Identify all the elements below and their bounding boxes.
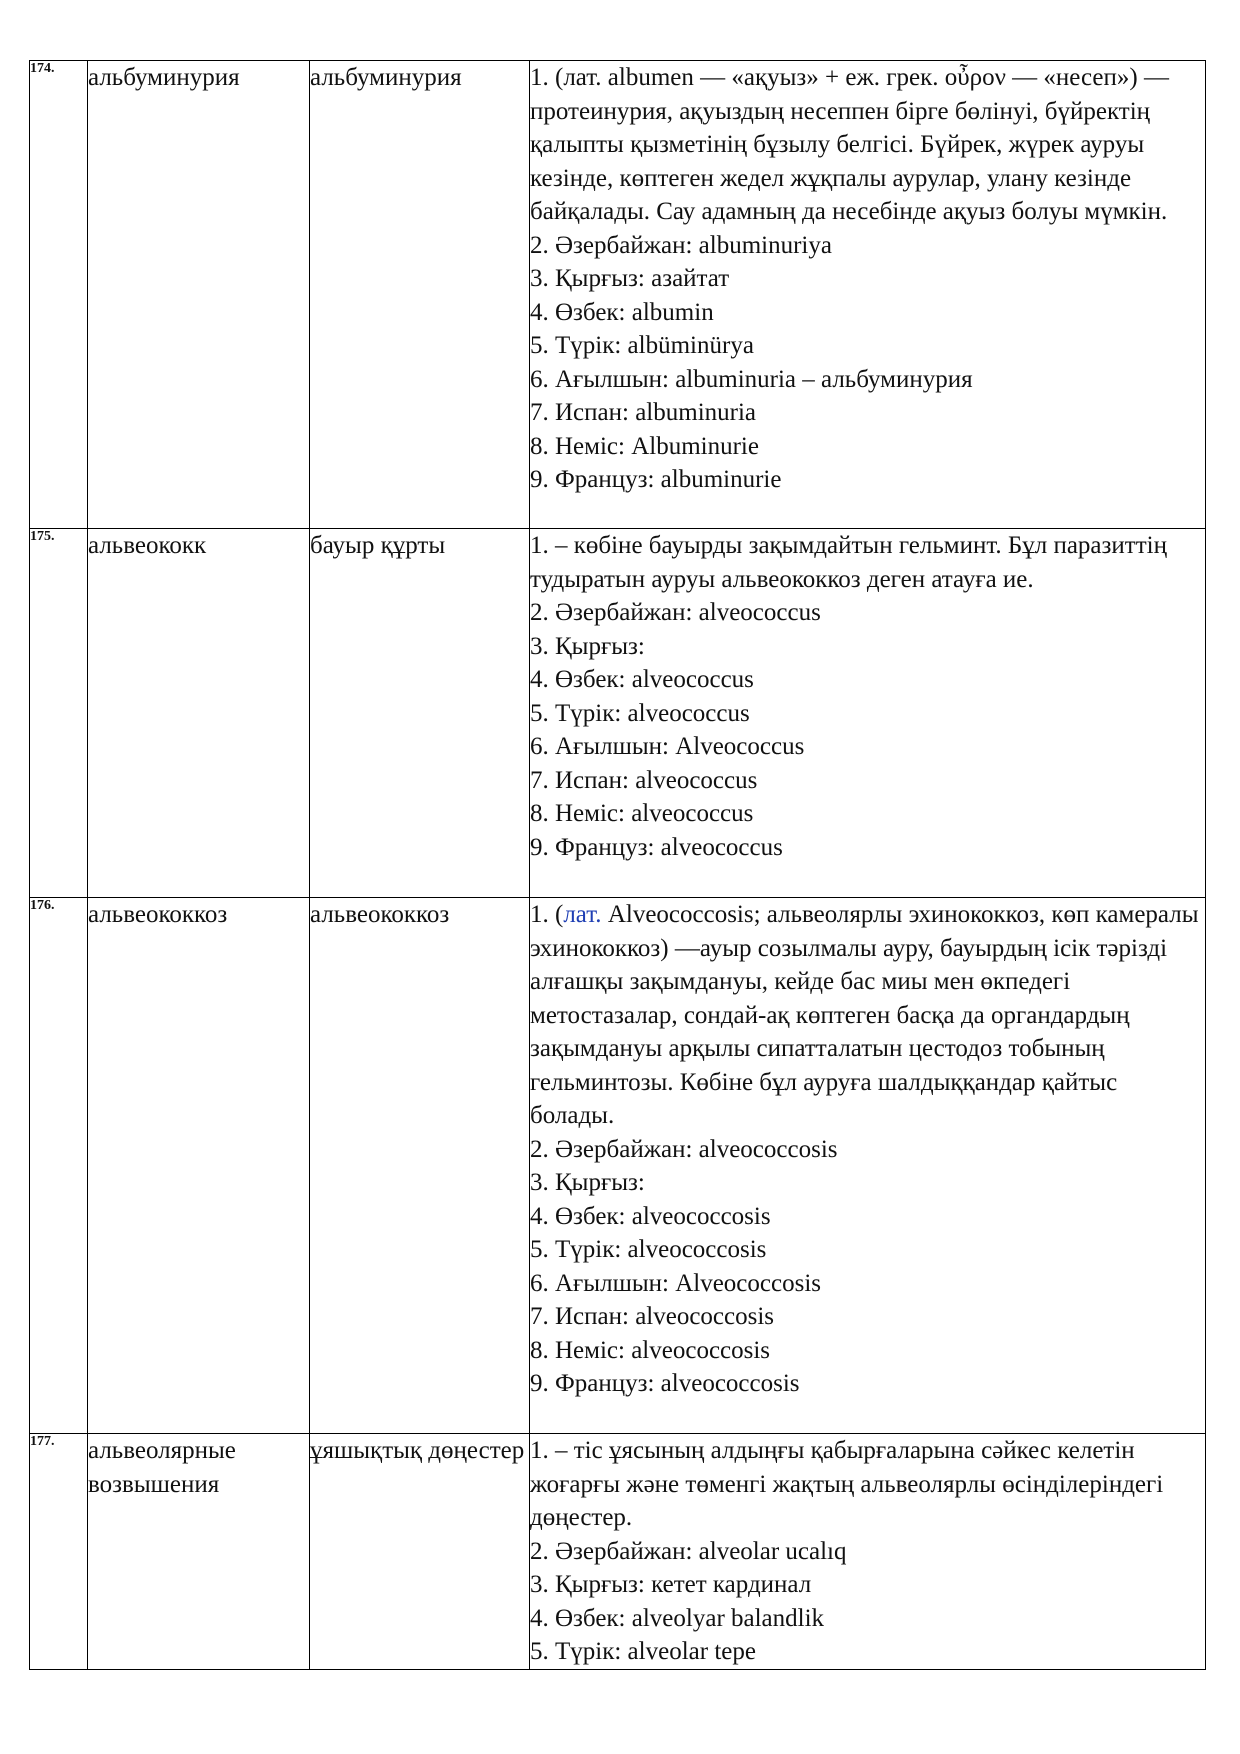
entry-definition-cell xyxy=(530,898,1206,1434)
entry-term-russian: альвеококкоз xyxy=(88,898,310,1434)
entry-definition: 1. – тіс ұясының алдыңғы қабырғаларына сәйкес келетін жоғарғы және төменгі жақтың альвеолярлы өсінділеріндегі дөңестер. xyxy=(530,1437,1164,1531)
translation-spanish: 7. Испан: alveococcosis xyxy=(530,1303,775,1330)
translation-german: 8. Неміс: alveococcosis xyxy=(530,1336,771,1364)
definition-prefix: 1. ( xyxy=(530,901,564,928)
translation-uzbek: 4. Өзбек: alveococcus xyxy=(530,666,754,693)
entry-term-kazakh: альвеококкоз xyxy=(310,898,530,1434)
translation-turkish: 5. Түрік: alveococcosis xyxy=(530,1236,767,1263)
table-row xyxy=(30,1434,1206,1670)
entry-definition: Alveococcosis; альвеолярлы эхинококкоз, көп камералы эхинококкоз) —ауыр созылмалы ауру, бауырдың ісік тәрізді алғашқы зақымдануы, кейде бас миы мен өкпедегі метостазалар, сондай-ақ көптеген басқа да органдардың зақымдануы арқылы сипатталатын цестодоз тобының гельминтозы. Көбіне бұл ауруға шалдыққандар қайтыс болады. xyxy=(530,901,1199,1129)
latin-abbreviation-link[interactable]: лат. xyxy=(563,901,602,928)
entry-definition-cell xyxy=(530,529,1206,898)
translation-english: 6. Ағылшын: Alveococcosis xyxy=(530,1269,821,1297)
translation-kyrgyz: 3. Қырғыз: xyxy=(530,632,645,660)
translation-german: 8. Неміс: Albuminurie xyxy=(530,432,759,460)
terms-table xyxy=(29,60,1206,1670)
translation-spanish: 7. Испан: albuminuria xyxy=(530,399,757,426)
translation-french: 9. Француз: alveococcosis xyxy=(530,1370,800,1397)
translation-azerbaijani: 2. Әзербайжан: alveococcus xyxy=(530,599,821,626)
entry-definition-cell xyxy=(530,61,1206,529)
entry-number: 176. xyxy=(30,898,88,1434)
translation-kyrgyz: 3. Қырғыз: xyxy=(530,1169,645,1196)
entry-definition: 1. (лат. albumen — «ақуыз» + еж. грек. οὖρον — «несеп») — протеинурия, ақуыздың несеппен бірге бөлінуі, бүйректің қалыпты қызметінің бұзылу белгісі. Бүйрек, жүрек ауруы кезінде, көптеген жедел жұқпалы аурулар, улану кезінде байқалады. Сау адамның да несебінде ақуыз болуы мүмкін. xyxy=(530,64,1169,225)
table-row xyxy=(30,529,1206,898)
entry-definition-paragraph xyxy=(530,898,1205,1133)
translation-german: 8. Неміс: alveococcus xyxy=(530,800,754,827)
translation-turkish: 5. Түрік: albüminürya xyxy=(530,332,754,359)
entry-term-kazakh: бауыр құрты xyxy=(310,529,530,898)
translation-uzbek: 4. Өзбек: alveolyar balandlik xyxy=(530,1604,825,1632)
table-row xyxy=(30,898,1206,1434)
entry-term-russian: альвеококк xyxy=(88,529,310,898)
entry-term-kazakh: ұяшықтық дөңестер xyxy=(310,1434,530,1670)
translation-kyrgyz: 3. Қырғыз: азайтат xyxy=(530,265,730,292)
translation-uzbek: 4. Өзбек: alveococcosis xyxy=(530,1202,771,1230)
translation-english: 6. Ағылшын: Alveococcus xyxy=(530,733,805,760)
translation-azerbaijani: 2. Әзербайжан: alveococcosis xyxy=(530,1135,838,1163)
translation-uzbek: 4. Өзбек: albumin xyxy=(530,298,714,326)
entry-definition: 1. – көбіне бауырды зақымдайтын гельминт. Бұл паразиттің тудыратын ауруы альвеококкоз деген атауға ие. xyxy=(530,532,1167,593)
entry-definition-cell xyxy=(530,1434,1206,1670)
translation-azerbaijani: 2. Әзербайжан: alveolar ucalıq xyxy=(530,1537,847,1565)
entry-number: 174. xyxy=(30,61,88,529)
translation-spanish: 7. Испан: alveococcus xyxy=(530,766,758,794)
translation-kyrgyz: 3. Қырғыз: кетет кардинал xyxy=(530,1571,812,1598)
translation-french: 9. Француз: albuminurie xyxy=(530,466,782,493)
entry-number: 177. xyxy=(30,1434,88,1670)
translation-turkish: 5. Түрік: alveolar tepe xyxy=(530,1638,756,1665)
translation-azerbaijani: 2. Әзербайжан: albuminuriya xyxy=(530,231,832,259)
entry-term-russian: альвеолярные возвышения xyxy=(88,1434,310,1670)
translation-turkish: 5. Түрік: alveococcus xyxy=(530,699,750,727)
translation-french: 9. Француз: alveococcus xyxy=(530,833,783,861)
table-row xyxy=(30,61,1206,529)
entry-number: 175. xyxy=(30,529,88,898)
entry-term-russian: альбуминурия xyxy=(88,61,310,529)
entry-term-kazakh: альбуминурия xyxy=(310,61,530,529)
translation-english: 6. Ағылшын: albuminuria – альбуминурия xyxy=(530,365,973,393)
